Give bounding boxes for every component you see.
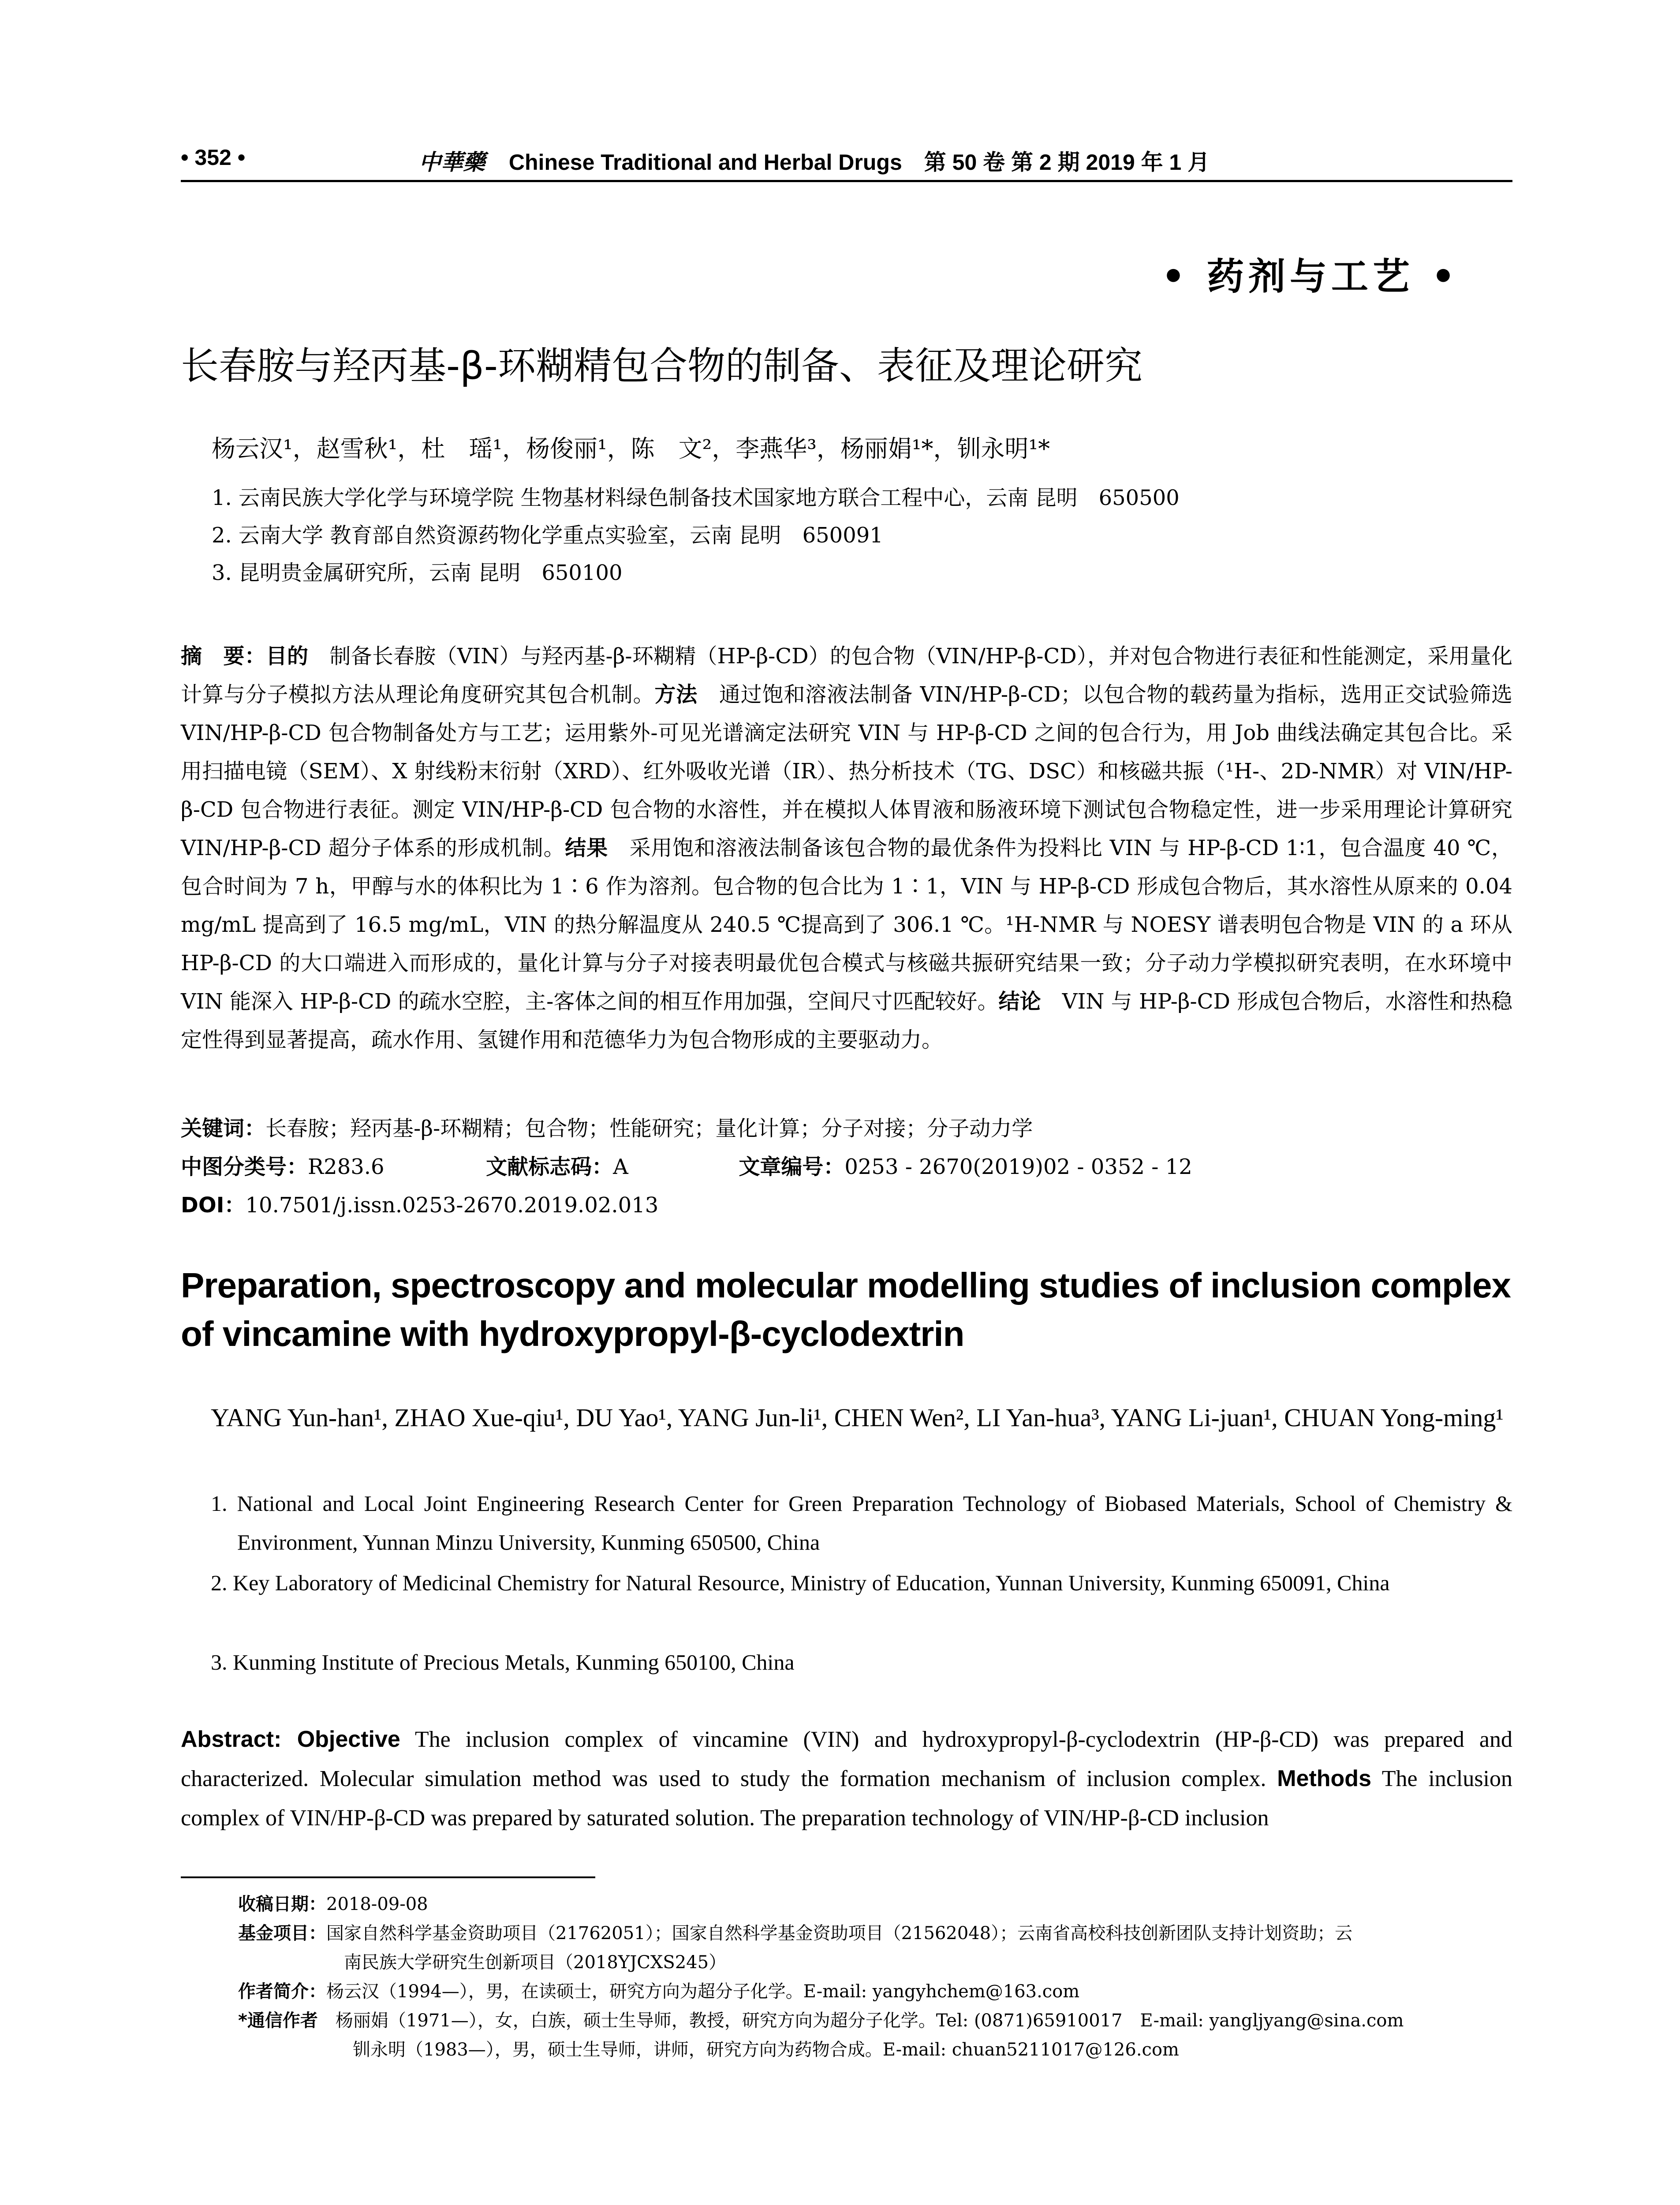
affiliation-cn-2: 2. 云南大学 教育部自然资源药物化学重点实验室，云南 昆明 650091 xyxy=(212,523,883,548)
keywords-cn xyxy=(181,1111,1033,1142)
footnotes xyxy=(238,1890,1512,2064)
doi-line xyxy=(181,1188,658,1218)
objective-text-en: The inclusion complex of vincamine (VIN) and hydroxypropyl-β-cyclodextrin (HP-β-CD) was prepared and characterized. Molecular simulation method was used to study the formation mechanism of inclusion complex. xyxy=(181,1727,1512,1791)
authors-chinese: 杨云汉¹，赵雪秋¹，杜 瑶¹，杨俊丽¹，陈 文²，李燕华³，杨丽娟¹*，钏永明¹* xyxy=(212,435,1050,463)
methods-text-en: The inclusion complex of VIN/HP-β-CD was prepared by saturated solution. The preparation technology of VIN/HP-β-CD inclusion xyxy=(181,1766,1512,1831)
authors-english: YANG Yun-han¹, ZHAO Xue-qiu¹, DU Yao¹, YANG Jun-li¹, CHEN Wen², LI Yan-hua³, YANG Li-juan¹, CHUAN Yong-ming¹ xyxy=(211,1403,1504,1432)
methods-label-en: Methods xyxy=(1277,1766,1371,1791)
methods-text-cn: 通过饱和溶液法制备 VIN/HP-β-CD；以包合物的载药量为指标，选用正交试验筛选 VIN/HP-β-CD 包合物制备处方与工艺；运用紫外-可见光谱滴定法研究 VIN 与 HP-β-CD 之间的包合行为，用 Job 曲线法确定其包合比。采用扫描电镜（SEM）、X 射线粉末衍射（XRD）、红外吸收光谱（IR）、热分析技术（TG、DSC）和核磁共振（¹H-、2D-NMR）对 VIN/HP-β-CD 包合物进行表征。测定 VIN/HP-β-CD 包合物的水溶性，并在模拟人体胃液和肠液环境下测试包合物稳定性，进一步采用理论计算研究 VIN/HP-β-CD 超分子体系的形成机制。 xyxy=(181,682,1512,860)
classification-line xyxy=(181,1150,1192,1180)
abstract-chinese xyxy=(181,637,1512,1059)
journal-logo: 中華藥 xyxy=(419,149,485,175)
results-label-cn: 结果 xyxy=(565,836,608,860)
conclusion-text-cn: VIN 与 HP-β-CD 形成包合物后，水溶性和热稳定性得到显著提高，疏水作用、氢键作用和范德华力为包合物形成的主要驱动力。 xyxy=(181,989,1512,1052)
running-header xyxy=(181,140,1512,182)
objective-label-cn: 目的 xyxy=(265,644,309,669)
corresponding-author-2: 钏永明（1983—），男，硕士生导师，讲师，研究方向为药物合成。E-mail: chuan5211017@126.com xyxy=(353,2040,1179,2060)
column-label: • 药剂与工艺 • xyxy=(1161,254,1460,298)
clc-label: 中图分类号： xyxy=(181,1155,308,1179)
affiliation-cn-1: 1. 云南民族大学化学与环境学院 生物基材料绿色制备技术国家地方联合工程中心，云南 昆明 650500 xyxy=(212,486,1180,510)
abstract-en-label: Abstract: Objective xyxy=(181,1727,400,1752)
title-chinese: 长春胺与羟丙基-β-环糊精包合物的制备、表征及理论研究 xyxy=(181,344,1142,388)
corresponding-author: *通信作者 杨丽娟（1971—），女，白族，硕士生导师，教授，研究方向为超分子化学。Tel: (0871)65910017 E-mail: yangljyang@sina.com xyxy=(238,2011,1404,2031)
fund-info: 基金项目：国家自然科学基金资助项目（21762051）；国家自然科学基金资助项目（21562048）；云南省高校科技创新团队支持计划资助；云 xyxy=(238,1923,1353,1943)
doi-value: 10.7501/j.issn.0253-2670.2019.02.013 xyxy=(245,1193,659,1218)
article-no-label: 文章编号： xyxy=(739,1155,845,1179)
conclusion-label-cn: 结论 xyxy=(998,989,1041,1014)
keywords-label: 关键词： xyxy=(181,1116,266,1141)
doc-code-label: 文献标志码： xyxy=(486,1155,613,1179)
affiliation-en-3: 3. Kunming Institute of Precious Metals, Kunming 650100, China xyxy=(211,1650,795,1674)
methods-label-cn: 方法 xyxy=(654,682,698,707)
affiliation-cn-3: 3. 昆明贵金属研究所，云南 昆明 650100 xyxy=(212,561,623,585)
page-number: • 352 • xyxy=(181,145,246,170)
doc-code-value: A xyxy=(613,1155,628,1179)
fund-info-cont: 南民族大学研究生创新项目（2018YJCXS245） xyxy=(344,1952,727,1973)
article-no-value: 0253 - 2670(2019)02 - 0352 - 12 xyxy=(844,1155,1192,1179)
abstract-english xyxy=(181,1720,1512,1838)
author-bio: 作者简介：杨云汉（1994—），男，在读硕士，研究方向为超分子化学。E-mail: yangyhchem@163.com xyxy=(238,1981,1080,2002)
abstract-cn-label: 摘 要： xyxy=(181,644,266,669)
footnote-divider xyxy=(181,1876,595,1878)
received-date: 收稿日期：2018-09-08 xyxy=(238,1894,428,1914)
title-english: Preparation, spectroscopy and molecular modelling studies of inclusion complex of vincamine with hydroxypropyl-β-cyclodextrin xyxy=(181,1266,1511,1353)
journal-text: Chinese Traditional and Herbal Drugs 第 50 卷 第 2 期 2019 年 1 月 xyxy=(508,150,1210,175)
affiliation-en-2: 2. Key Laboratory of Medicinal Chemistry for Natural Resource, Ministry of Education, Yunnan University, Kunming 650091, China xyxy=(211,1570,1390,1595)
doi-label: DOI： xyxy=(181,1193,246,1218)
objective-text-cn: 制备长春胺（VIN）与羟丙基-β-环糊精（HP-β-CD）的包合物（VIN/HP-β-CD），并对包合物进行表征和性能测定，采用量化计算与分子模拟方法从理论角度研究其包合机制。 xyxy=(181,644,1512,707)
keywords-text: 长春胺；羟丙基-β-环糊精；包合物；性能研究；量化计算；分子对接；分子动力学 xyxy=(265,1116,1033,1141)
journal-info xyxy=(419,145,1210,176)
affiliation-en-1: 1. National and Local Joint Engineering Research Center for Green Preparation Technology of Biobased Materials, School of Chemistry & Environment, Yunnan Minzu University, Kunming 650500, China xyxy=(211,1491,1512,1555)
clc-value: R283.6 xyxy=(308,1155,385,1179)
results-text-cn: 采用饱和溶液法制备该包合物的最优条件为投料比 VIN 与 HP-β-CD 1∶1，包合温度 40 ℃，包合时间为 7 h，甲醇与水的体积比为 1∶6 作为溶剂。包合物的包合比为 1∶1，VIN 与 HP-β-CD 形成包合物后，其水溶性从原来的 0.04 mg/mL 提高到了 16.5 mg/mL，VIN 的热分解温度从 240.5 ℃提高到了 306.1 ℃。¹H-NMR 与 NOESY 谱表明包合物是 VIN 的 a 环从 HP-β-CD 的大口端进入而形成的，量化计算与分子对接表明最优包合模式与核磁共振研究结果一致；分子动力学模拟研究表明，在水环境中 VIN 能深入 HP-β-CD 的疏水空腔，主-客体之间的相互作用加强，空间尺寸匹配较好。 xyxy=(181,836,1512,1014)
